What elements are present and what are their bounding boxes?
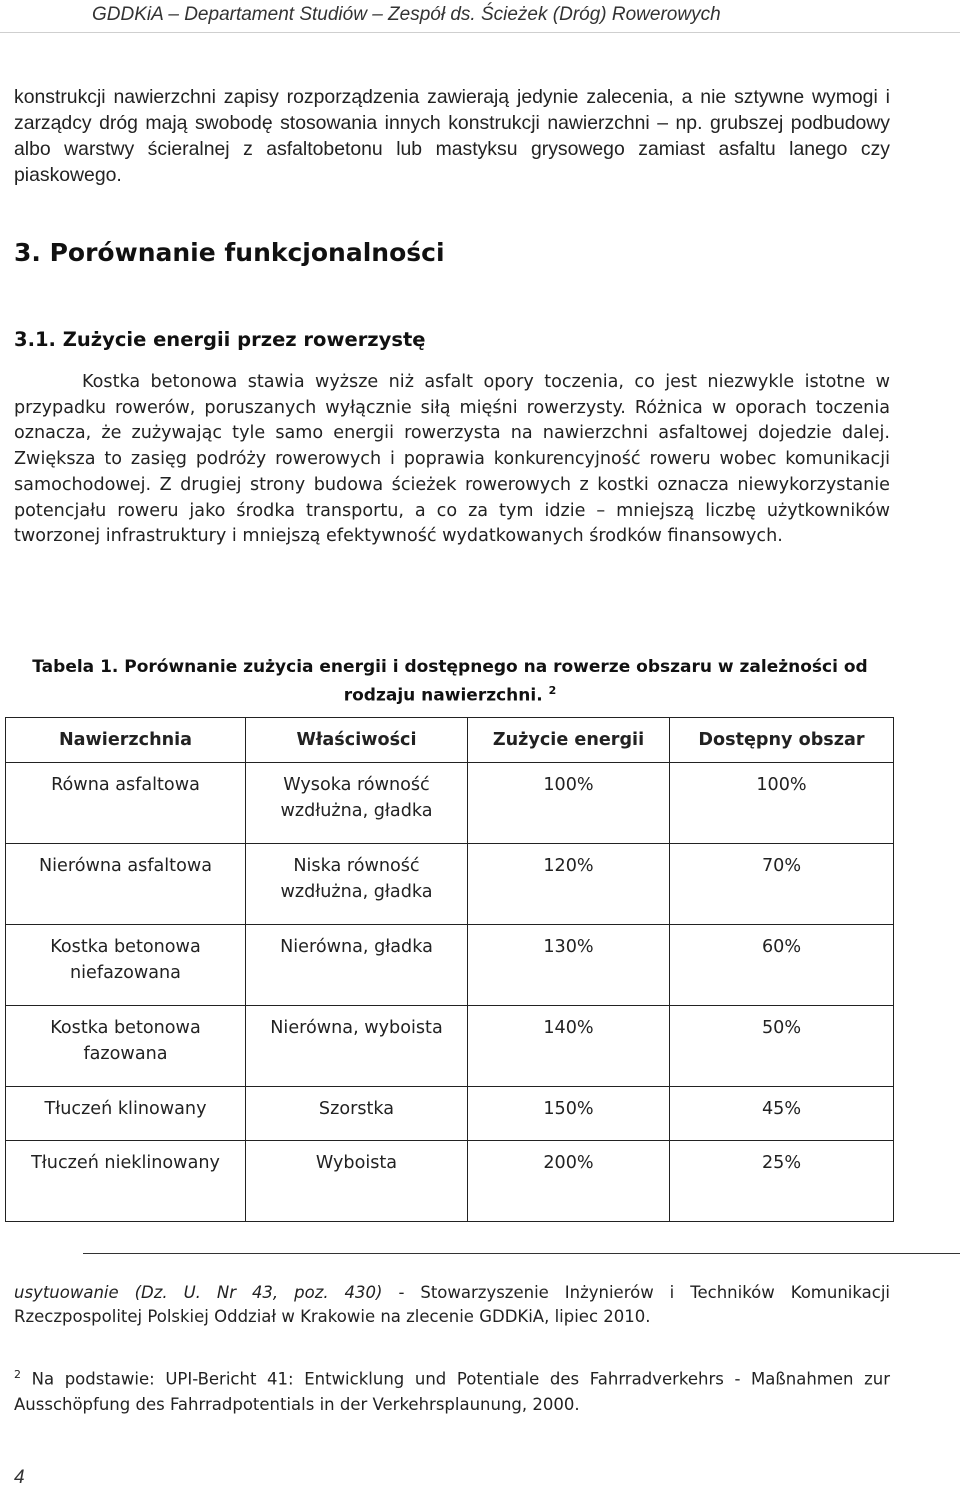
footnote-1-citation: usytuowanie (Dz. U. Nr 43, poz. 430) [14, 1283, 383, 1302]
footnote-2 [14, 1362, 890, 1417]
table-cell: 50% [670, 1006, 894, 1087]
page-number: 4 [14, 1467, 25, 1488]
table-row [6, 1087, 894, 1141]
table-cell: Wyboista [246, 1141, 468, 1222]
table-row [6, 1141, 894, 1222]
energy-comparison-table [5, 717, 894, 1222]
footnote-1 [14, 1281, 890, 1329]
table-cell: Szorstka [246, 1087, 468, 1141]
footnote-2-text: Na podstawie: UPI-Bericht 41: Entwicklung und Potentiale des Fahrradverkehrs - Maßnahmen zur Ausschöpfung des Fahrradpotentials in der Verkehrsplaunung, 2000. [14, 1369, 890, 1414]
table-cell: Tłuczeń nieklinowany [6, 1141, 246, 1222]
intro-paragraph: konstrukcji nawierzchni zapisy rozporządzenia zawierają jedynie zalecenia, a nie sztywne wymogi i zarządcy dróg mają swobodę stosowania innych konstrukcji nawierzchni – np. grubszej podbudowy albo warstwy ścieralnej z asfaltobetonu lub mastyksu grysowego zamiast asfaltu lanego czy piaskowego. [14, 86, 890, 186]
table-cell: 100% [468, 763, 670, 844]
table-cell: 120% [468, 844, 670, 925]
table-row [6, 763, 894, 844]
table-cell: Kostka betonowa fazowana [6, 1006, 246, 1087]
table-cell: Niska równość wzdłużna, gładka [246, 844, 468, 925]
table-cell: 70% [670, 844, 894, 925]
footnote-divider [83, 1253, 960, 1254]
table-cell: Równa asfaltowa [6, 763, 246, 844]
table-cell: Wysoka równość wzdłużna, gładka [246, 763, 468, 844]
table-row [6, 925, 894, 1006]
footnote-ref: 2 [548, 684, 557, 697]
table-cell: 200% [468, 1141, 670, 1222]
section-paragraph: Kostka betonowa stawia wyższe niż asfalt opory toczenia, co jest niezwykle istotne w przypadku rowerów, poruszanych wyłącznie siłą mięśni rowerzysty. Różnica w oporach toczenia oznacza, że zużywając tyle samo energii rowerzysta na nawierzchni asfaltowej dojedzie dalej. Zwiększa to zasięg podróży rowerowych i poprawia konkurencyjność roweru wobec komunikacji samochodowej. Z drugiej strony budowa ścieżek rowerowych z kostki oznacza niewykorzystanie potencjału roweru jako środka transportu, a co za tym idzie – mniejszą liczbę użytkowników tworzonej infrastruktury i mniejszą efektywność wydatkowanych środków finansowych. [14, 372, 890, 547]
table-cell: Tłuczeń klinowany [6, 1087, 246, 1141]
table-caption-text: Tabela 1. Porównanie zużycia energii i dostępnego na rowerze obszaru w zależności od rodzaju nawierzchni. [32, 657, 868, 706]
table-cell: 60% [670, 925, 894, 1006]
footnote-2-number: 2 [14, 1368, 21, 1381]
header-divider [0, 32, 960, 33]
footnote-1-text: - Stowarzyszenie Inżynierów i Techników Komunikacji Rzeczpospolitej Polskiej Oddział w Krakowie na zlecenie GDDKiA, lipiec 2010. [14, 1283, 890, 1326]
table-cell: Nierówna, gładka [246, 925, 468, 1006]
table-row [6, 1006, 894, 1087]
table-row [6, 844, 894, 925]
column-header-area: Dostępny obszar [670, 718, 894, 763]
table-cell: 45% [670, 1087, 894, 1141]
section-heading: 3. Porównanie funkcjonalności [14, 238, 445, 267]
column-header-surface: Nawierzchnia [6, 718, 246, 763]
table-cell: 130% [468, 925, 670, 1006]
subsection-heading: 3.1. Zużycie energii przez rowerzystę [14, 328, 426, 351]
table-cell: 25% [670, 1141, 894, 1222]
table-cell: 100% [670, 763, 894, 844]
table-cell: Nierówna asfaltowa [6, 844, 246, 925]
table-caption [20, 655, 880, 708]
table-cell: Nierówna, wyboista [246, 1006, 468, 1087]
table-cell: Kostka betonowa niefazowana [6, 925, 246, 1006]
running-header: GDDKiA – Departament Studiów – Zespół ds. Ścieżek (Dróg) Rowerowych [92, 4, 721, 25]
table-cell: 150% [468, 1087, 670, 1141]
table-cell: 140% [468, 1006, 670, 1087]
table-header-row [6, 718, 894, 763]
column-header-energy: Zużycie energii [468, 718, 670, 763]
column-header-properties: Właściwości [246, 718, 468, 763]
